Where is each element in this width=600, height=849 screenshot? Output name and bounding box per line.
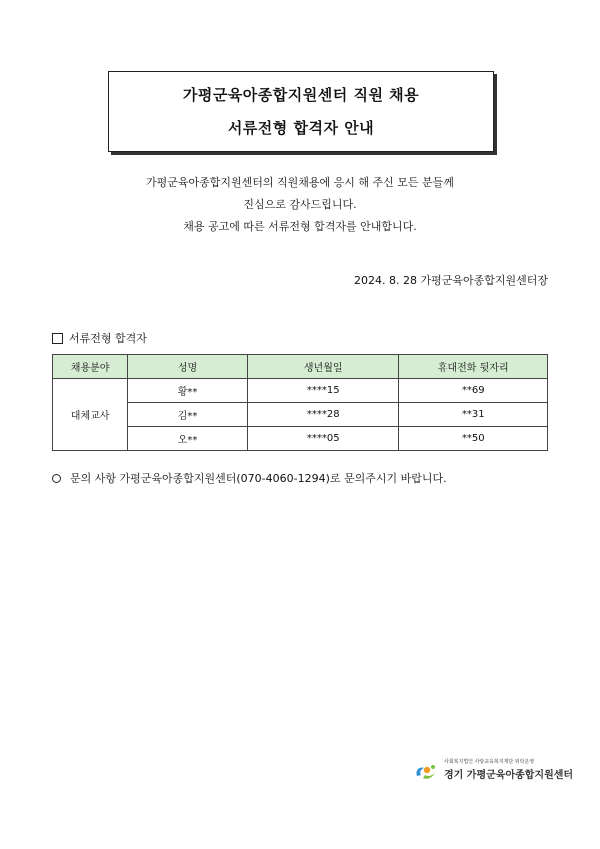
intro-line: 가평군육아종합지원센터의 직원채용에 응시 해 주신 모든 분들께 [146,176,454,189]
phone-cell: **69 [399,379,548,403]
field-cell: 대체교사 [53,379,128,451]
footer-org-name: 경기 가평군육아종합지원센터 [444,770,574,781]
checkbox-icon [52,333,63,344]
name-cell: 오** [128,427,248,451]
footer-logo [414,756,574,786]
bullet-circle-icon [52,474,61,483]
page-subtitle: 서류전형 합격자 안내 [227,119,375,137]
intro-text [0,172,600,238]
date-signature: 2024. 8. 28 가평군육아종합지원센터장 [354,274,548,287]
phone-cell: **31 [399,403,548,427]
results-table [52,354,548,451]
page-title: 가평군육아종합지원센터 직원 채용 [182,86,420,104]
table-header-row [53,355,548,379]
section-heading [52,330,147,346]
column-header: 채용분야 [53,355,128,379]
table-row [53,379,548,403]
table-row [53,427,548,451]
birth-cell: ****28 [247,403,399,427]
column-header: 성명 [128,355,248,379]
center-logo-icon [414,762,438,782]
section-title: 서류전형 합격자 [69,332,147,345]
birth-cell: ****15 [247,379,399,403]
phone-cell: **50 [399,427,548,451]
birth-cell: ****05 [247,427,399,451]
contact-note [52,470,447,486]
table-row [53,403,548,427]
column-header: 생년월일 [247,355,399,379]
name-cell: 황** [128,379,248,403]
footer-subtext: 사회복지법인 사랑교육복지재단 위탁운영 [444,759,535,765]
name-cell: 김** [128,403,248,427]
column-header: 휴대전화 뒷자리 [399,355,548,379]
intro-line: 채용 공고에 따른 서류전형 합격자를 안내합니다. [183,220,417,233]
contact-text: 문의 사항 가평군육아종합지원센터(070-4060-1294)로 문의주시기 바랍니다. [70,472,447,485]
title-box [108,71,494,152]
intro-line: 진심으로 감사드립니다. [243,198,357,211]
